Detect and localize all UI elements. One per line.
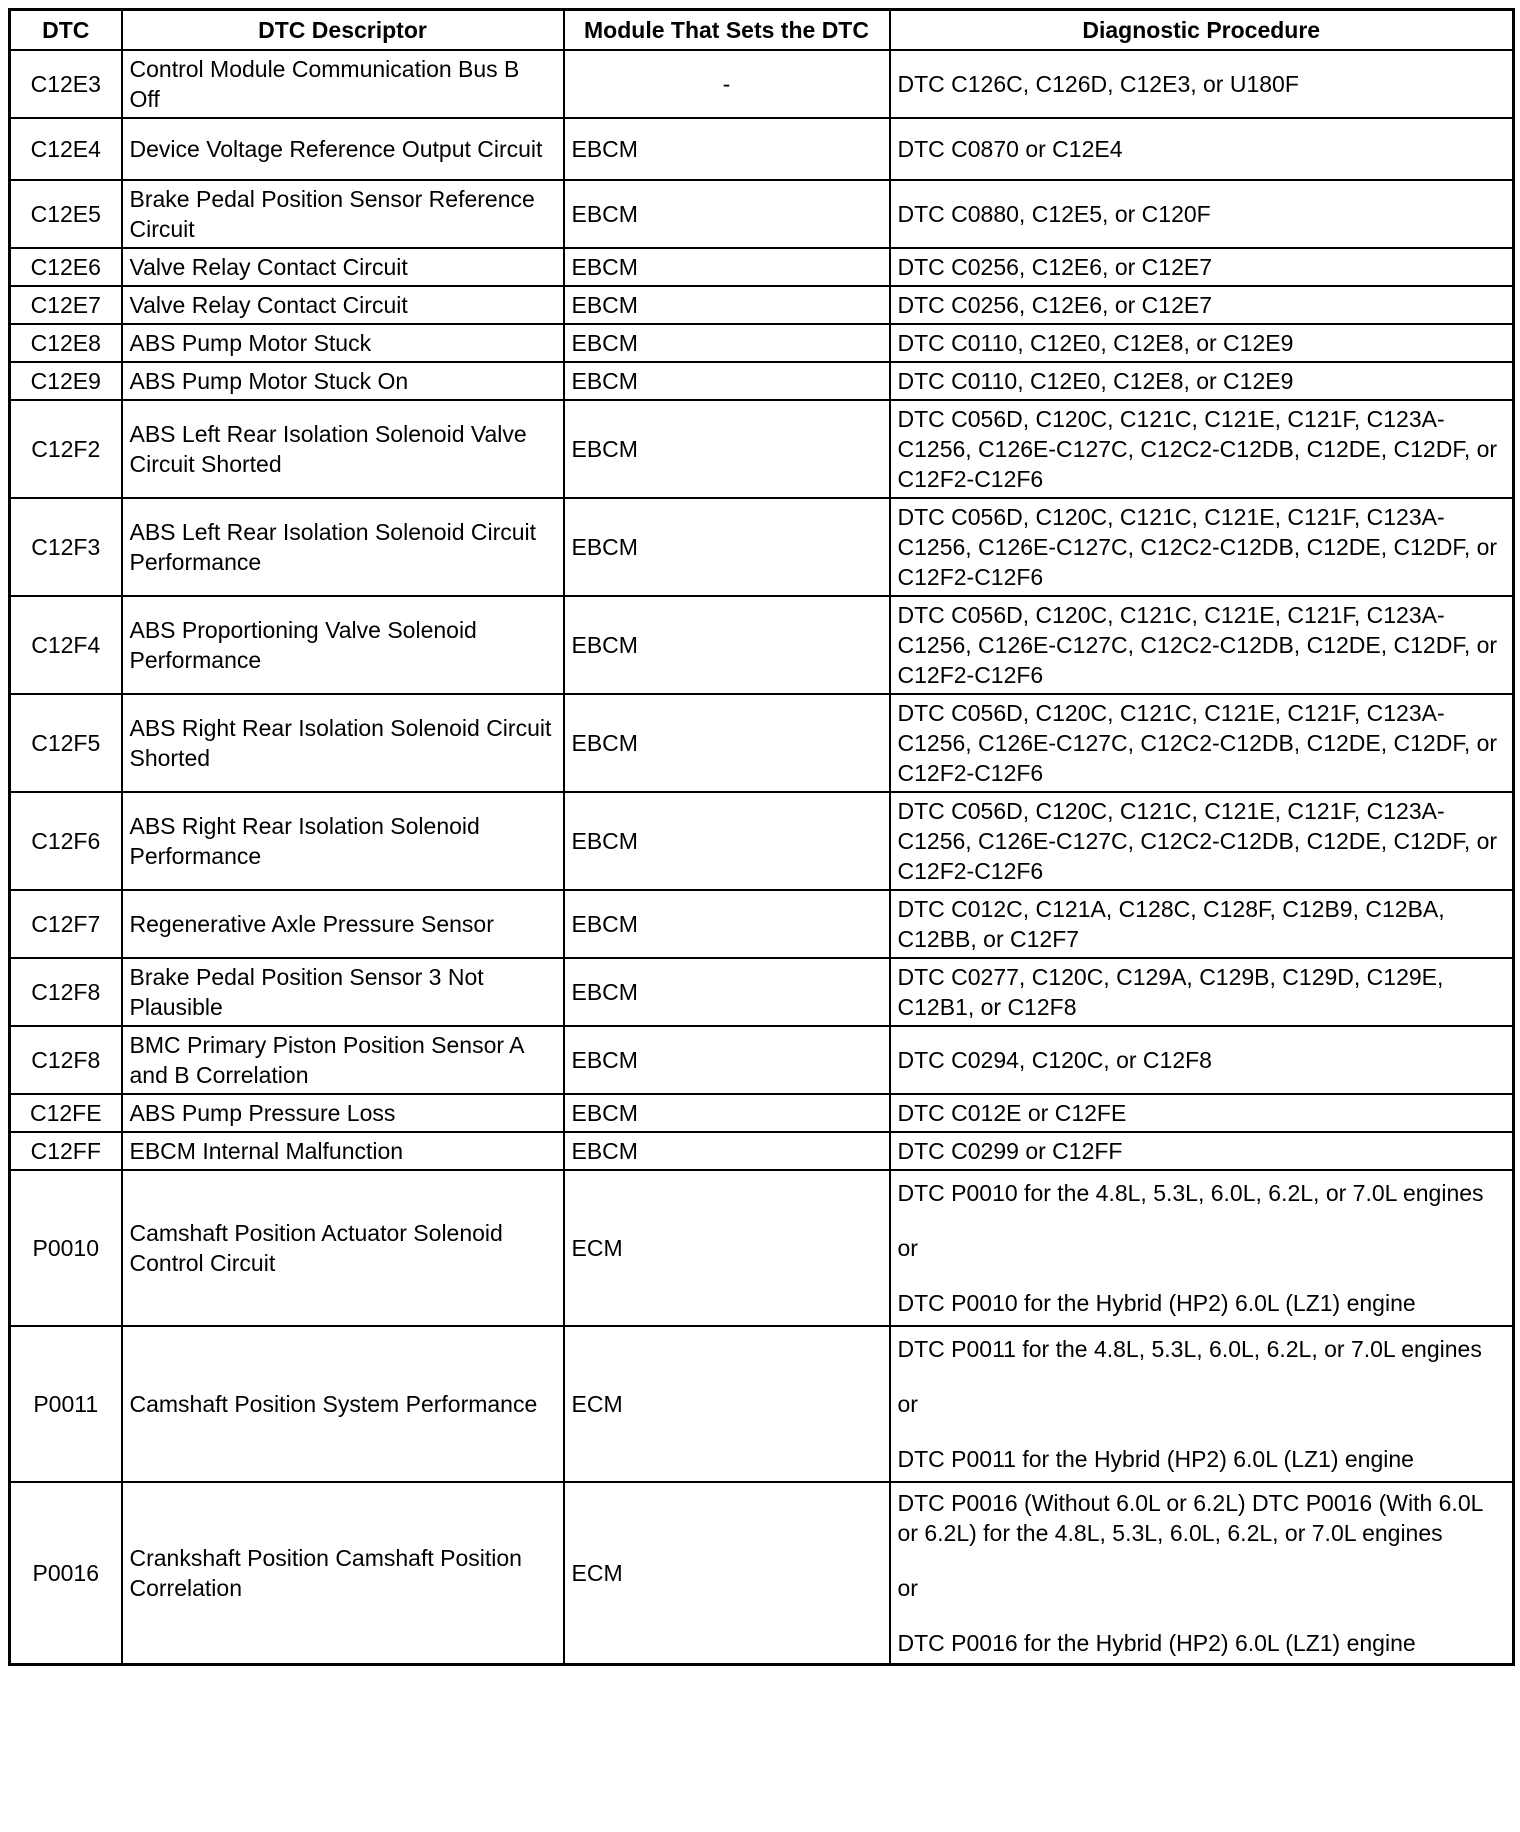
cell-descriptor: Brake Pedal Position Sensor Reference Circuit — [122, 180, 564, 248]
table-row — [10, 596, 1514, 694]
cell-descriptor: Brake Pedal Position Sensor 3 Not Plausible — [122, 958, 564, 1026]
procedure-text: DTC C0880, C12E5, or C120F — [897, 201, 1211, 227]
table-row — [10, 890, 1514, 958]
cell-procedure — [890, 694, 1514, 792]
procedure-text: DTC C056D, C120C, C121C, C121E, C121F, C123A-C1256, C126E-C127C, C12C2-C12DB, C12DE, C12DF, or C12F2-C12F6 — [897, 602, 1498, 688]
table-row — [10, 1326, 1514, 1482]
procedure-text: DTC C0256, C12E6, or C12E7 — [897, 292, 1212, 318]
cell-dtc: C12FF — [10, 1132, 122, 1170]
cell-dtc: C12FE — [10, 1094, 122, 1132]
procedure-text: DTC C0299 or C12FF — [897, 1138, 1123, 1164]
table-header — [10, 10, 1514, 51]
cell-descriptor: ABS Pump Motor Stuck — [122, 324, 564, 362]
header-dtc: DTC — [10, 10, 122, 51]
cell-module: EBCM — [564, 118, 890, 180]
table-row — [10, 694, 1514, 792]
cell-procedure — [890, 1026, 1514, 1094]
cell-dtc: C12E6 — [10, 248, 122, 286]
cell-descriptor: EBCM Internal Malfunction — [122, 1132, 564, 1170]
cell-dtc: C12E3 — [10, 50, 122, 118]
procedure-text: DTC C056D, C120C, C121C, C121E, C121F, C123A-C1256, C126E-C127C, C12C2-C12DB, C12DE, C12DF, or C12F2-C12F6 — [897, 700, 1498, 786]
procedure-text: DTC P0011 for the Hybrid (HP2) 6.0L (LZ1) engine — [897, 1446, 1414, 1472]
cell-procedure — [890, 286, 1514, 324]
table-row — [10, 1170, 1514, 1326]
procedure-text: DTC C056D, C120C, C121C, C121E, C121F, C123A-C1256, C126E-C127C, C12C2-C12DB, C12DE, C12DF, or C12F2-C12F6 — [897, 504, 1498, 590]
cell-dtc: C12F8 — [10, 1026, 122, 1094]
cell-dtc: P0011 — [10, 1326, 122, 1482]
cell-descriptor: ABS Proportioning Valve Solenoid Performance — [122, 596, 564, 694]
procedure-text: DTC C0277, C120C, C129A, C129B, C129D, C129E, C12B1, or C12F8 — [897, 964, 1444, 1020]
cell-procedure — [890, 50, 1514, 118]
cell-module: EBCM — [564, 1094, 890, 1132]
procedure-text: DTC P0011 for the 4.8L, 5.3L, 6.0L, 6.2L, or 7.0L engines — [897, 1336, 1482, 1362]
procedure-text: DTC P0010 for the Hybrid (HP2) 6.0L (LZ1) engine — [897, 1290, 1416, 1316]
cell-descriptor: ABS Left Rear Isolation Solenoid Valve Circuit Shorted — [122, 400, 564, 498]
cell-module: EBCM — [564, 1026, 890, 1094]
cell-procedure — [890, 118, 1514, 180]
cell-dtc: P0016 — [10, 1482, 122, 1664]
cell-descriptor: ABS Left Rear Isolation Solenoid Circuit Performance — [122, 498, 564, 596]
cell-descriptor: ABS Pump Motor Stuck On — [122, 362, 564, 400]
cell-module: ECM — [564, 1170, 890, 1326]
table-row — [10, 792, 1514, 890]
cell-module: EBCM — [564, 596, 890, 694]
cell-procedure — [890, 498, 1514, 596]
procedure-text: or — [897, 1574, 918, 1601]
header-row — [10, 10, 1514, 51]
cell-module: EBCM — [564, 498, 890, 596]
cell-descriptor: BMC Primary Piston Position Sensor A and B Correlation — [122, 1026, 564, 1094]
procedure-text: DTC C0256, C12E6, or C12E7 — [897, 254, 1212, 280]
cell-module: EBCM — [564, 958, 890, 1026]
cell-dtc: C12E7 — [10, 286, 122, 324]
cell-procedure — [890, 248, 1514, 286]
cell-procedure — [890, 1132, 1514, 1170]
header-module: Module That Sets the DTC — [564, 10, 890, 51]
cell-module: - — [564, 50, 890, 118]
cell-module: EBCM — [564, 324, 890, 362]
cell-procedure — [890, 792, 1514, 890]
cell-dtc: C12F6 — [10, 792, 122, 890]
document-page — [8, 8, 1512, 1666]
procedure-text: or — [897, 1391, 918, 1417]
procedure-text: DTC C012E or C12FE — [897, 1100, 1127, 1126]
cell-procedure — [890, 324, 1514, 362]
cell-module: EBCM — [564, 694, 890, 792]
procedure-text: DTC C012C, C121A, C128C, C128F, C12B9, C12BA, C12BB, or C12F7 — [897, 896, 1445, 952]
cell-procedure — [890, 596, 1514, 694]
procedure-text: DTC P0016 (Without 6.0L or 6.2L) DTC P0016 (With 6.0L or 6.2L) for the 4.8L, 5.3L, 6.0L, 6.2L, or 7.0L engines — [897, 1489, 1483, 1546]
table-body — [10, 50, 1514, 1664]
table-row — [10, 362, 1514, 400]
table-row — [10, 1482, 1514, 1664]
table-row — [10, 248, 1514, 286]
procedure-text: or — [897, 1235, 918, 1261]
cell-procedure — [890, 400, 1514, 498]
cell-module: EBCM — [564, 180, 890, 248]
cell-module: EBCM — [564, 792, 890, 890]
cell-descriptor: Regenerative Axle Pressure Sensor — [122, 890, 564, 958]
procedure-text: DTC C126C, C126D, C12E3, or U180F — [897, 71, 1299, 97]
header-diagnostic-procedure: Diagnostic Procedure — [890, 10, 1514, 51]
cell-descriptor: ABS Right Rear Isolation Solenoid Performance — [122, 792, 564, 890]
cell-dtc: C12E9 — [10, 362, 122, 400]
cell-module: EBCM — [564, 400, 890, 498]
cell-module: ECM — [564, 1482, 890, 1664]
table-row — [10, 958, 1514, 1026]
table-row — [10, 324, 1514, 362]
cell-descriptor: Valve Relay Contact Circuit — [122, 286, 564, 324]
table-row — [10, 498, 1514, 596]
cell-procedure — [890, 1482, 1514, 1664]
table-row — [10, 1094, 1514, 1132]
cell-module: EBCM — [564, 362, 890, 400]
cell-dtc: C12F7 — [10, 890, 122, 958]
cell-descriptor: Valve Relay Contact Circuit — [122, 248, 564, 286]
cell-dtc: C12F3 — [10, 498, 122, 596]
table-row — [10, 400, 1514, 498]
cell-descriptor: Camshaft Position System Performance — [122, 1326, 564, 1482]
procedure-text: DTC P0010 for the 4.8L, 5.3L, 6.0L, 6.2L, or 7.0L engines — [897, 1180, 1484, 1206]
cell-procedure — [890, 890, 1514, 958]
cell-descriptor: Crankshaft Position Camshaft Position Correlation — [122, 1482, 564, 1664]
dtc-table — [8, 8, 1515, 1666]
cell-dtc: P0010 — [10, 1170, 122, 1326]
cell-module: EBCM — [564, 1132, 890, 1170]
cell-procedure — [890, 362, 1514, 400]
table-row — [10, 118, 1514, 180]
table-row — [10, 50, 1514, 118]
procedure-text: DTC C0110, C12E0, C12E8, or C12E9 — [897, 368, 1294, 394]
procedure-text: DTC C056D, C120C, C121C, C121E, C121F, C123A-C1256, C126E-C127C, C12C2-C12DB, C12DE, C12DF, or C12F2-C12F6 — [897, 798, 1498, 884]
procedure-text: DTC P0016 for the Hybrid (HP2) 6.0L (LZ1) engine — [897, 1629, 1416, 1656]
cell-procedure — [890, 958, 1514, 1026]
header-dtc-descriptor: DTC Descriptor — [122, 10, 564, 51]
cell-dtc: C12F4 — [10, 596, 122, 694]
cell-descriptor: Device Voltage Reference Output Circuit — [122, 118, 564, 180]
cell-dtc: C12E4 — [10, 118, 122, 180]
cell-module: EBCM — [564, 890, 890, 958]
cell-descriptor: Camshaft Position Actuator Solenoid Control Circuit — [122, 1170, 564, 1326]
cell-procedure — [890, 180, 1514, 248]
cell-procedure — [890, 1326, 1514, 1482]
procedure-text: DTC C0870 or C12E4 — [897, 136, 1123, 162]
table-row — [10, 180, 1514, 248]
cell-descriptor: ABS Right Rear Isolation Solenoid Circuit Shorted — [122, 694, 564, 792]
cell-module: EBCM — [564, 248, 890, 286]
table-row — [10, 1132, 1514, 1170]
cell-dtc: C12F5 — [10, 694, 122, 792]
cell-procedure — [890, 1170, 1514, 1326]
cell-procedure — [890, 1094, 1514, 1132]
cell-module: EBCM — [564, 286, 890, 324]
table-row — [10, 286, 1514, 324]
cell-dtc: C12F2 — [10, 400, 122, 498]
cell-module: ECM — [564, 1326, 890, 1482]
procedure-text: DTC C056D, C120C, C121C, C121E, C121F, C123A-C1256, C126E-C127C, C12C2-C12DB, C12DE, C12DF, or C12F2-C12F6 — [897, 406, 1498, 492]
cell-descriptor: ABS Pump Pressure Loss — [122, 1094, 564, 1132]
cell-dtc: C12F8 — [10, 958, 122, 1026]
cell-dtc: C12E8 — [10, 324, 122, 362]
cell-descriptor: Control Module Communication Bus B Off — [122, 50, 564, 118]
cell-dtc: C12E5 — [10, 180, 122, 248]
procedure-text: DTC C0294, C120C, or C12F8 — [897, 1047, 1212, 1073]
table-row — [10, 1026, 1514, 1094]
procedure-text: DTC C0110, C12E0, C12E8, or C12E9 — [897, 330, 1294, 356]
